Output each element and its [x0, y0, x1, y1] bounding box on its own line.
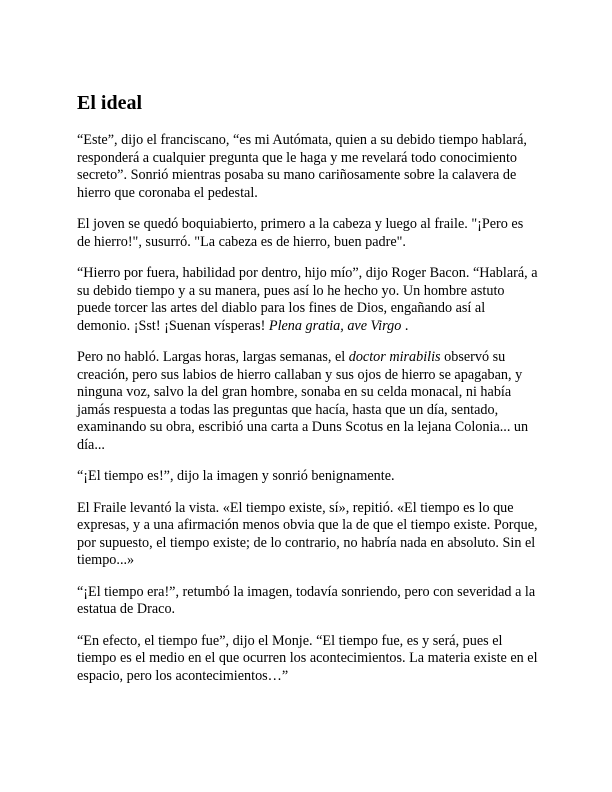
text-run: “Hierro por fuera, habilidad por dentro, hijo mío”, dijo Roger Bacon. “Hablará, a su debido tiempo y a su manera, pues así lo he hecho yo. Un hombre astuto puede torcer las artes del diablo para los fines de Dios, engañando así al demonio. ¡Sst! ¡Suenan vísperas!: [77, 265, 538, 334]
text-run: El joven se quedó boquiabierto, primero a la cabeza y luego al fraile. "¡Pero es de hierro!", susurró. "La cabeza es de hierro, buen padre".: [77, 216, 524, 250]
paragraph-p1: [77, 132, 539, 202]
text-run: .: [401, 317, 409, 334]
text-run: “¡El tiempo era!”, retumbó la imagen, todavía sonriendo, pero con severidad a la estatua de Draco.: [77, 583, 536, 617]
paragraph-p4: [77, 349, 539, 454]
text-run: “¡El tiempo es!”, dijo la imagen y sonrió benignamente.: [77, 468, 395, 484]
paragraph-p2: [77, 216, 539, 251]
document-title: El ideal: [77, 92, 143, 114]
italic-text: doctor mirabilis: [348, 349, 441, 365]
document-page: [77, 91, 539, 699]
text-run: observó su creación, pero sus labios de hierro callaban y sus ojos de hierro se apagaban, y ninguna voz, salvo la del gran hombre, sonaba en su celda monacal, ni había jamás respuesta a todas las preguntas que hacía, hasta que un día, sentado, examinando su obra, escribió una carta a Duns Scotus en la lejana Colonia... un día...: [77, 349, 529, 453]
paragraph-p6: [77, 500, 539, 570]
text-run: Pero no habló. Largas horas, largas semanas, el: [77, 349, 349, 365]
paragraph-p7: [77, 584, 539, 619]
text-run: “Este”, dijo el franciscano, “es mi Autómata, quien a su debido tiempo hablará, responderá a cualquier pregunta que le haga y me revelará todo conocimiento secreto”. Sonrió mientras posaba su mano cariñosamente sobre la calavera de hierro que coronaba el pedestal.: [77, 132, 527, 201]
paragraph-p3: [77, 265, 539, 335]
text-run: “En efecto, el tiempo fue”, dijo el Monje. “El tiempo fue, es y será, pues el tiempo es el medio en el que ocurren los acontecimientos. La materia existe en el espacio, pero los acontecimientos…”: [77, 632, 538, 684]
italic-text: Plena gratia, ave Virgo: [268, 317, 402, 334]
paragraph-p5: [77, 468, 539, 486]
paragraph-p8: [77, 633, 539, 686]
document-body: [77, 132, 539, 685]
text-run: El Fraile levantó la vista. «El tiempo existe, sí», repitió. «El tiempo es lo que expresas, y a una afirmación menos obvia que la de que el tiempo existe. Porque, por supuesto, el tiempo existe; de lo contrario, no habría nada en absoluto. Sin el tiempo...»: [77, 499, 538, 568]
